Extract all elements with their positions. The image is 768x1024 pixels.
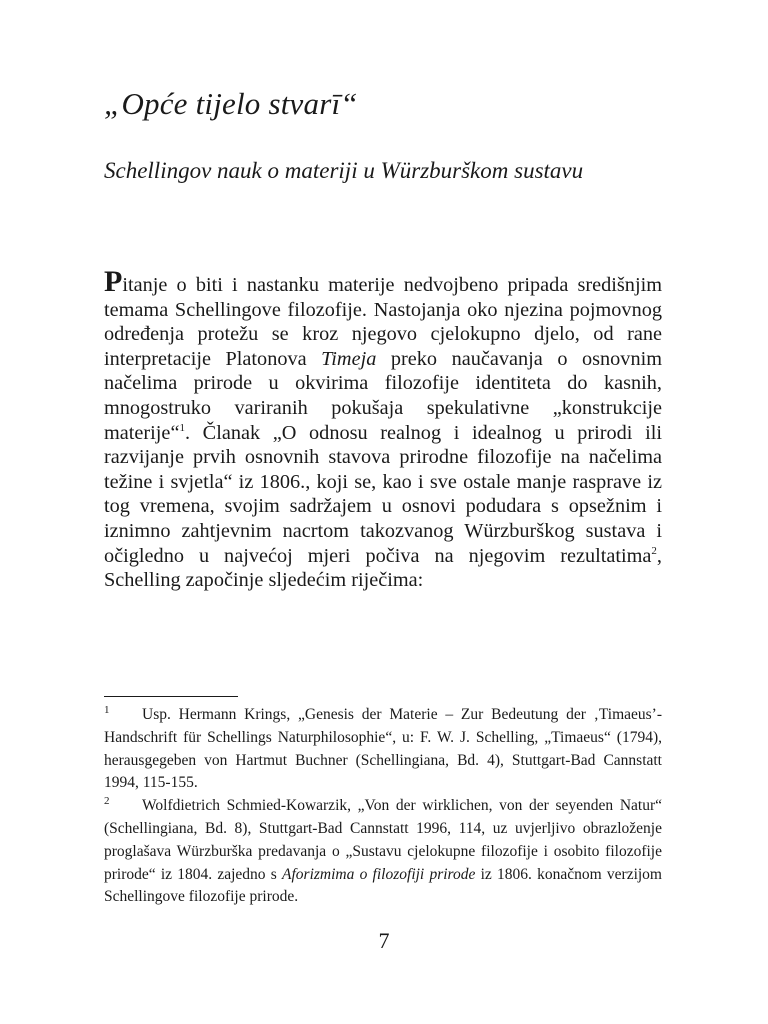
body-paragraph <box>104 265 662 593</box>
body-italic-title: Timeja <box>321 347 377 370</box>
footnote-text: Wolfdietrich Schmied-Kowarzik, „Von der wirklichen, von der seyenden Natur“ (Schellingiana, Bd. 8), Stuttgart-Bad Cannstatt 1996, 114, uz uvjerljivo obrazloženje proglašava Würzburška predavanja o „Sustavu cjelokupne filozofije i osobito filozofije prirode“ iz 1804. zajedno s <box>104 797 662 883</box>
body-text-part-3: . Članak „O odnosu realnog i idealnog u prirodi ili razvijanje prvih osnovnih stavova prirodne filozofije na načelima težine i svjetla“ iz 1806., koji se, kao i sve ostale manje rasprave iz tog vremena, svojim sadržajem u osnovi podudara s opsežnim i iznimno zahtjevnim nacrtom takozvanog Würzburškog sustava i očigledno u najvećoj mjeri počiva na njegovim rezultatima <box>104 421 662 567</box>
footnote-2: 2 Wolfdietrich Schmied-Kowarzik, „Von der wirklichen, von der seyenden Natur“ (Schellingiana, Bd. 8), Stuttgart-Bad Cannstatt 1996, 114, uz uvjerljivo obrazloženje proglašava Würzburška predavanja o „Sustavu cjelokupne filozofije i osobito filozofije prirode“ iz 1804. zajedno s Aforizmima o filozofiji prirode iz 1806. konačnom verzijom Schellingove filozofije prirode. <box>104 795 662 906</box>
chapter-subtitle: Schellingov nauk o materiji u Würzburškom sustavu <box>104 158 584 183</box>
body-text-part-4: , Schelling započinje sljedećim riječima: <box>104 544 662 592</box>
footnote-ref-2[interactable]: 2 <box>651 544 657 557</box>
footnote-italic-title: Aforizmima o filozofiji prirode <box>282 865 476 883</box>
footnote-text: Usp. Hermann Krings, „Genesis der Materie – Zur Bedeutung der ‚Timaeus’-Handschrift für Schellings Naturphilosophie“, u: F. W. J. Schelling, „Timaeus“ (1794), herausgegeben von Hartmut Buchner (Schellingiana, Bd. 4), Stuttgart-Bad Cannstatt 1994, 115-155. <box>104 706 662 792</box>
body-text-part-2: preko naučavanja o osnovnim načelima prirode u okvirima filozofije identiteta do kasnih, mnogostruko variranih pokušaja spekulativne „konstrukcije materije“ <box>104 347 662 444</box>
footnotes <box>104 704 662 909</box>
footnote-divider <box>104 696 238 697</box>
chapter-title: „Opće tijelo stvarī“ <box>104 86 358 121</box>
page-number: 7 <box>378 928 390 953</box>
footnote-ref-1[interactable]: 1 <box>179 421 185 434</box>
footnote-text-end: iz 1806. konačnom verzijom Schellingove filozofije prirode. <box>104 865 662 906</box>
body-text-part-1: itanje o biti i nastanku materije nedvojbeno pripada središnjim temama Schellingove filozofije. Nastojanja oko njezina pojmovnog određenja protežu se kroz njegovo cjelokupno djelo, od rane interpretacije Platonova <box>104 274 662 370</box>
footnote-1: 1 Usp. Hermann Krings, „Genesis der Materie – Zur Bedeutung der ‚Timaeus’-Handschrift für Schellings Naturphilosophie“, u: F. W. J. Schelling, „Timaeus“ (1794), herausgegeben von Hartmut Buchner (Schellingiana, Bd. 4), Stuttgart-Bad Cannstatt 1994, 115-155. <box>104 704 662 792</box>
drop-cap: P <box>104 265 123 298</box>
